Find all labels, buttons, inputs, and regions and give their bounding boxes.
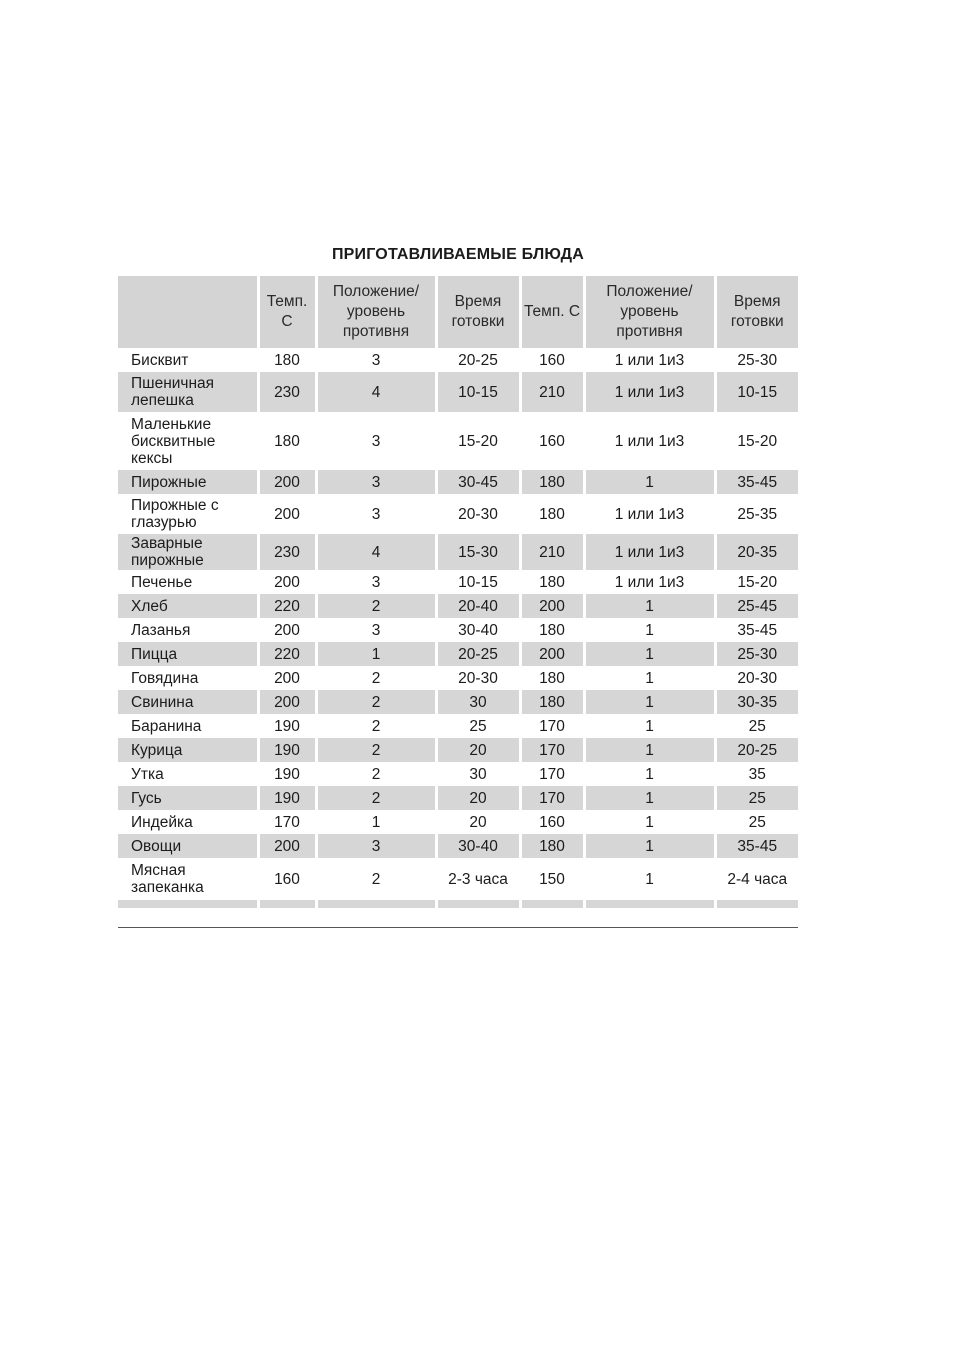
dish-name-cell: Бисквит [118,348,258,372]
time-2-cell: 25 [715,786,798,810]
temp-2-cell: 200 [520,594,584,618]
time-2-cell: 15-20 [715,412,798,470]
temp-1-cell: 190 [258,738,316,762]
level-2-cell: 1 [584,714,715,738]
time-1-cell: 20-40 [436,594,520,618]
level-2-cell: 1 [584,642,715,666]
level-1-cell: 3 [316,618,436,642]
temp-2-cell: 170 [520,762,584,786]
table-end-strip-cell [118,900,258,908]
table-row [118,714,798,738]
table-row [118,690,798,714]
level-1-cell: 2 [316,858,436,900]
dish-name-cell: Печенье [118,570,258,594]
level-2-cell: 1 [584,810,715,834]
temp-2-cell: 150 [520,858,584,900]
temp-1-cell: 190 [258,762,316,786]
level-2-cell: 1 [584,738,715,762]
level-1-cell: 3 [316,834,436,858]
table-row [118,412,798,470]
level-1-cell: 3 [316,348,436,372]
time-2-cell: 20-25 [715,738,798,762]
temp-2-cell: 180 [520,666,584,690]
dish-name-cell: Говядина [118,666,258,690]
dish-name-cell: Курица [118,738,258,762]
time-1-cell: 15-20 [436,412,520,470]
level-2-cell: 1 или 1и3 [584,412,715,470]
temp-1-cell: 200 [258,666,316,690]
level-1-cell: 2 [316,690,436,714]
header-time-2: Время готовки [715,276,798,348]
level-2-cell: 1 [584,666,715,690]
temp-1-cell: 230 [258,534,316,570]
table-row [118,762,798,786]
temp-2-cell: 180 [520,834,584,858]
time-2-cell: 30-35 [715,690,798,714]
temp-1-cell: 180 [258,348,316,372]
time-1-cell: 20-30 [436,494,520,534]
level-1-cell: 4 [316,534,436,570]
table-header-row [118,276,798,348]
time-2-cell: 20-35 [715,534,798,570]
dish-name-cell: Индейка [118,810,258,834]
temp-2-cell: 180 [520,690,584,714]
level-1-cell: 3 [316,412,436,470]
level-2-cell: 1 [584,762,715,786]
table-row [118,372,798,412]
dish-name-cell: Пирожные [118,470,258,494]
time-1-cell: 20 [436,738,520,762]
page-title: ПРИГОТАВЛИВАЕМЫЕ БЛЮДА [331,246,585,263]
table-row [118,494,798,534]
table-end-strip-cell [258,900,316,908]
time-1-cell: 30-45 [436,470,520,494]
temp-2-cell: 160 [520,412,584,470]
level-1-cell: 2 [316,714,436,738]
table-row [118,834,798,858]
table-row [118,786,798,810]
table-row [118,534,798,570]
time-1-cell: 20 [436,786,520,810]
time-1-cell: 30-40 [436,618,520,642]
time-1-cell: 25 [436,714,520,738]
level-2-cell: 1 или 1и3 [584,534,715,570]
dish-name-cell: Овощи [118,834,258,858]
dish-name-cell: Пирожные с глазурью [118,494,258,534]
time-2-cell: 35 [715,762,798,786]
time-1-cell: 30-40 [436,834,520,858]
header-level-1: Положение/ уровень противня [316,276,436,348]
time-1-cell: 30 [436,762,520,786]
dish-name-cell: Мясная запеканка [118,858,258,900]
time-2-cell: 25-35 [715,494,798,534]
time-1-cell: 20-25 [436,642,520,666]
temp-1-cell: 190 [258,714,316,738]
table-row [118,666,798,690]
level-2-cell: 1 или 1и3 [584,494,715,534]
level-2-cell: 1 [584,786,715,810]
level-2-cell: 1 или 1и3 [584,570,715,594]
table-row [118,348,798,372]
temp-2-cell: 180 [520,618,584,642]
table-end-strip-cell [436,900,520,908]
level-2-cell: 1 [584,594,715,618]
time-2-cell: 25 [715,810,798,834]
dish-name-cell: Заварные пирожные [118,534,258,570]
level-1-cell: 2 [316,786,436,810]
header-temp-1: Темп. С [258,276,316,348]
time-2-cell: 25-30 [715,348,798,372]
dish-name-cell: Лазанья [118,618,258,642]
dish-name-cell: Пшеничная лепешка [118,372,258,412]
level-1-cell: 2 [316,762,436,786]
temp-2-cell: 160 [520,810,584,834]
temp-2-cell: 160 [520,348,584,372]
header-time-1: Время готовки [436,276,520,348]
temp-2-cell: 180 [520,494,584,534]
temp-1-cell: 200 [258,618,316,642]
time-1-cell: 2-3 часа [436,858,520,900]
temp-1-cell: 180 [258,412,316,470]
level-1-cell: 1 [316,810,436,834]
time-2-cell: 25-30 [715,642,798,666]
cooking-table [118,276,798,908]
temp-1-cell: 200 [258,470,316,494]
dish-name-cell: Пицца [118,642,258,666]
time-2-cell: 25 [715,714,798,738]
level-1-cell: 4 [316,372,436,412]
table-row [118,594,798,618]
temp-1-cell: 200 [258,690,316,714]
table-end-strip [118,900,798,908]
level-1-cell: 3 [316,570,436,594]
time-2-cell: 35-45 [715,618,798,642]
temp-1-cell: 190 [258,786,316,810]
header-dish [118,276,258,348]
level-2-cell: 1 [584,470,715,494]
time-2-cell: 25-45 [715,594,798,618]
time-2-cell: 35-45 [715,470,798,494]
time-2-cell: 2-4 часа [715,858,798,900]
temp-1-cell: 230 [258,372,316,412]
time-1-cell: 20 [436,810,520,834]
time-1-cell: 20-30 [436,666,520,690]
time-1-cell: 30 [436,690,520,714]
dish-name-cell: Хлеб [118,594,258,618]
dish-name-cell: Свинина [118,690,258,714]
temp-2-cell: 210 [520,534,584,570]
table-row [118,618,798,642]
temp-2-cell: 180 [520,470,584,494]
temp-1-cell: 170 [258,810,316,834]
level-2-cell: 1 [584,618,715,642]
time-2-cell: 35-45 [715,834,798,858]
table-end-strip-cell [584,900,715,908]
time-2-cell: 15-20 [715,570,798,594]
table-end-strip-cell [715,900,798,908]
dish-name-cell: Утка [118,762,258,786]
temp-2-cell: 180 [520,570,584,594]
table-row [118,470,798,494]
dish-name-cell: Баранина [118,714,258,738]
level-2-cell: 1 [584,858,715,900]
table-row [118,570,798,594]
time-1-cell: 10-15 [436,372,520,412]
temp-2-cell: 170 [520,738,584,762]
table-end-strip-cell [520,900,584,908]
table-row [118,810,798,834]
level-2-cell: 1 [584,834,715,858]
dish-name-cell: Маленькие бисквитные кексы [118,412,258,470]
table-body [118,348,798,908]
temp-1-cell: 160 [258,858,316,900]
temp-1-cell: 200 [258,570,316,594]
temp-2-cell: 210 [520,372,584,412]
temp-1-cell: 200 [258,494,316,534]
table-row [118,858,798,900]
temp-1-cell: 200 [258,834,316,858]
temp-1-cell: 220 [258,594,316,618]
time-1-cell: 10-15 [436,570,520,594]
level-1-cell: 2 [316,594,436,618]
table-row [118,642,798,666]
level-1-cell: 3 [316,494,436,534]
time-2-cell: 10-15 [715,372,798,412]
level-1-cell: 2 [316,666,436,690]
bottom-rule [118,927,798,928]
temp-1-cell: 220 [258,642,316,666]
temp-2-cell: 200 [520,642,584,666]
header-temp-2: Темп. С [520,276,584,348]
dish-name-cell: Гусь [118,786,258,810]
level-1-cell: 2 [316,738,436,762]
level-2-cell: 1 или 1и3 [584,348,715,372]
level-2-cell: 1 или 1и3 [584,372,715,412]
level-1-cell: 3 [316,470,436,494]
level-1-cell: 1 [316,642,436,666]
time-2-cell: 20-30 [715,666,798,690]
table-row [118,738,798,762]
time-1-cell: 15-30 [436,534,520,570]
temp-2-cell: 170 [520,786,584,810]
table-end-strip-cell [316,900,436,908]
time-1-cell: 20-25 [436,348,520,372]
header-level-2: Положение/ уровень противня [584,276,715,348]
temp-2-cell: 170 [520,714,584,738]
level-2-cell: 1 [584,690,715,714]
